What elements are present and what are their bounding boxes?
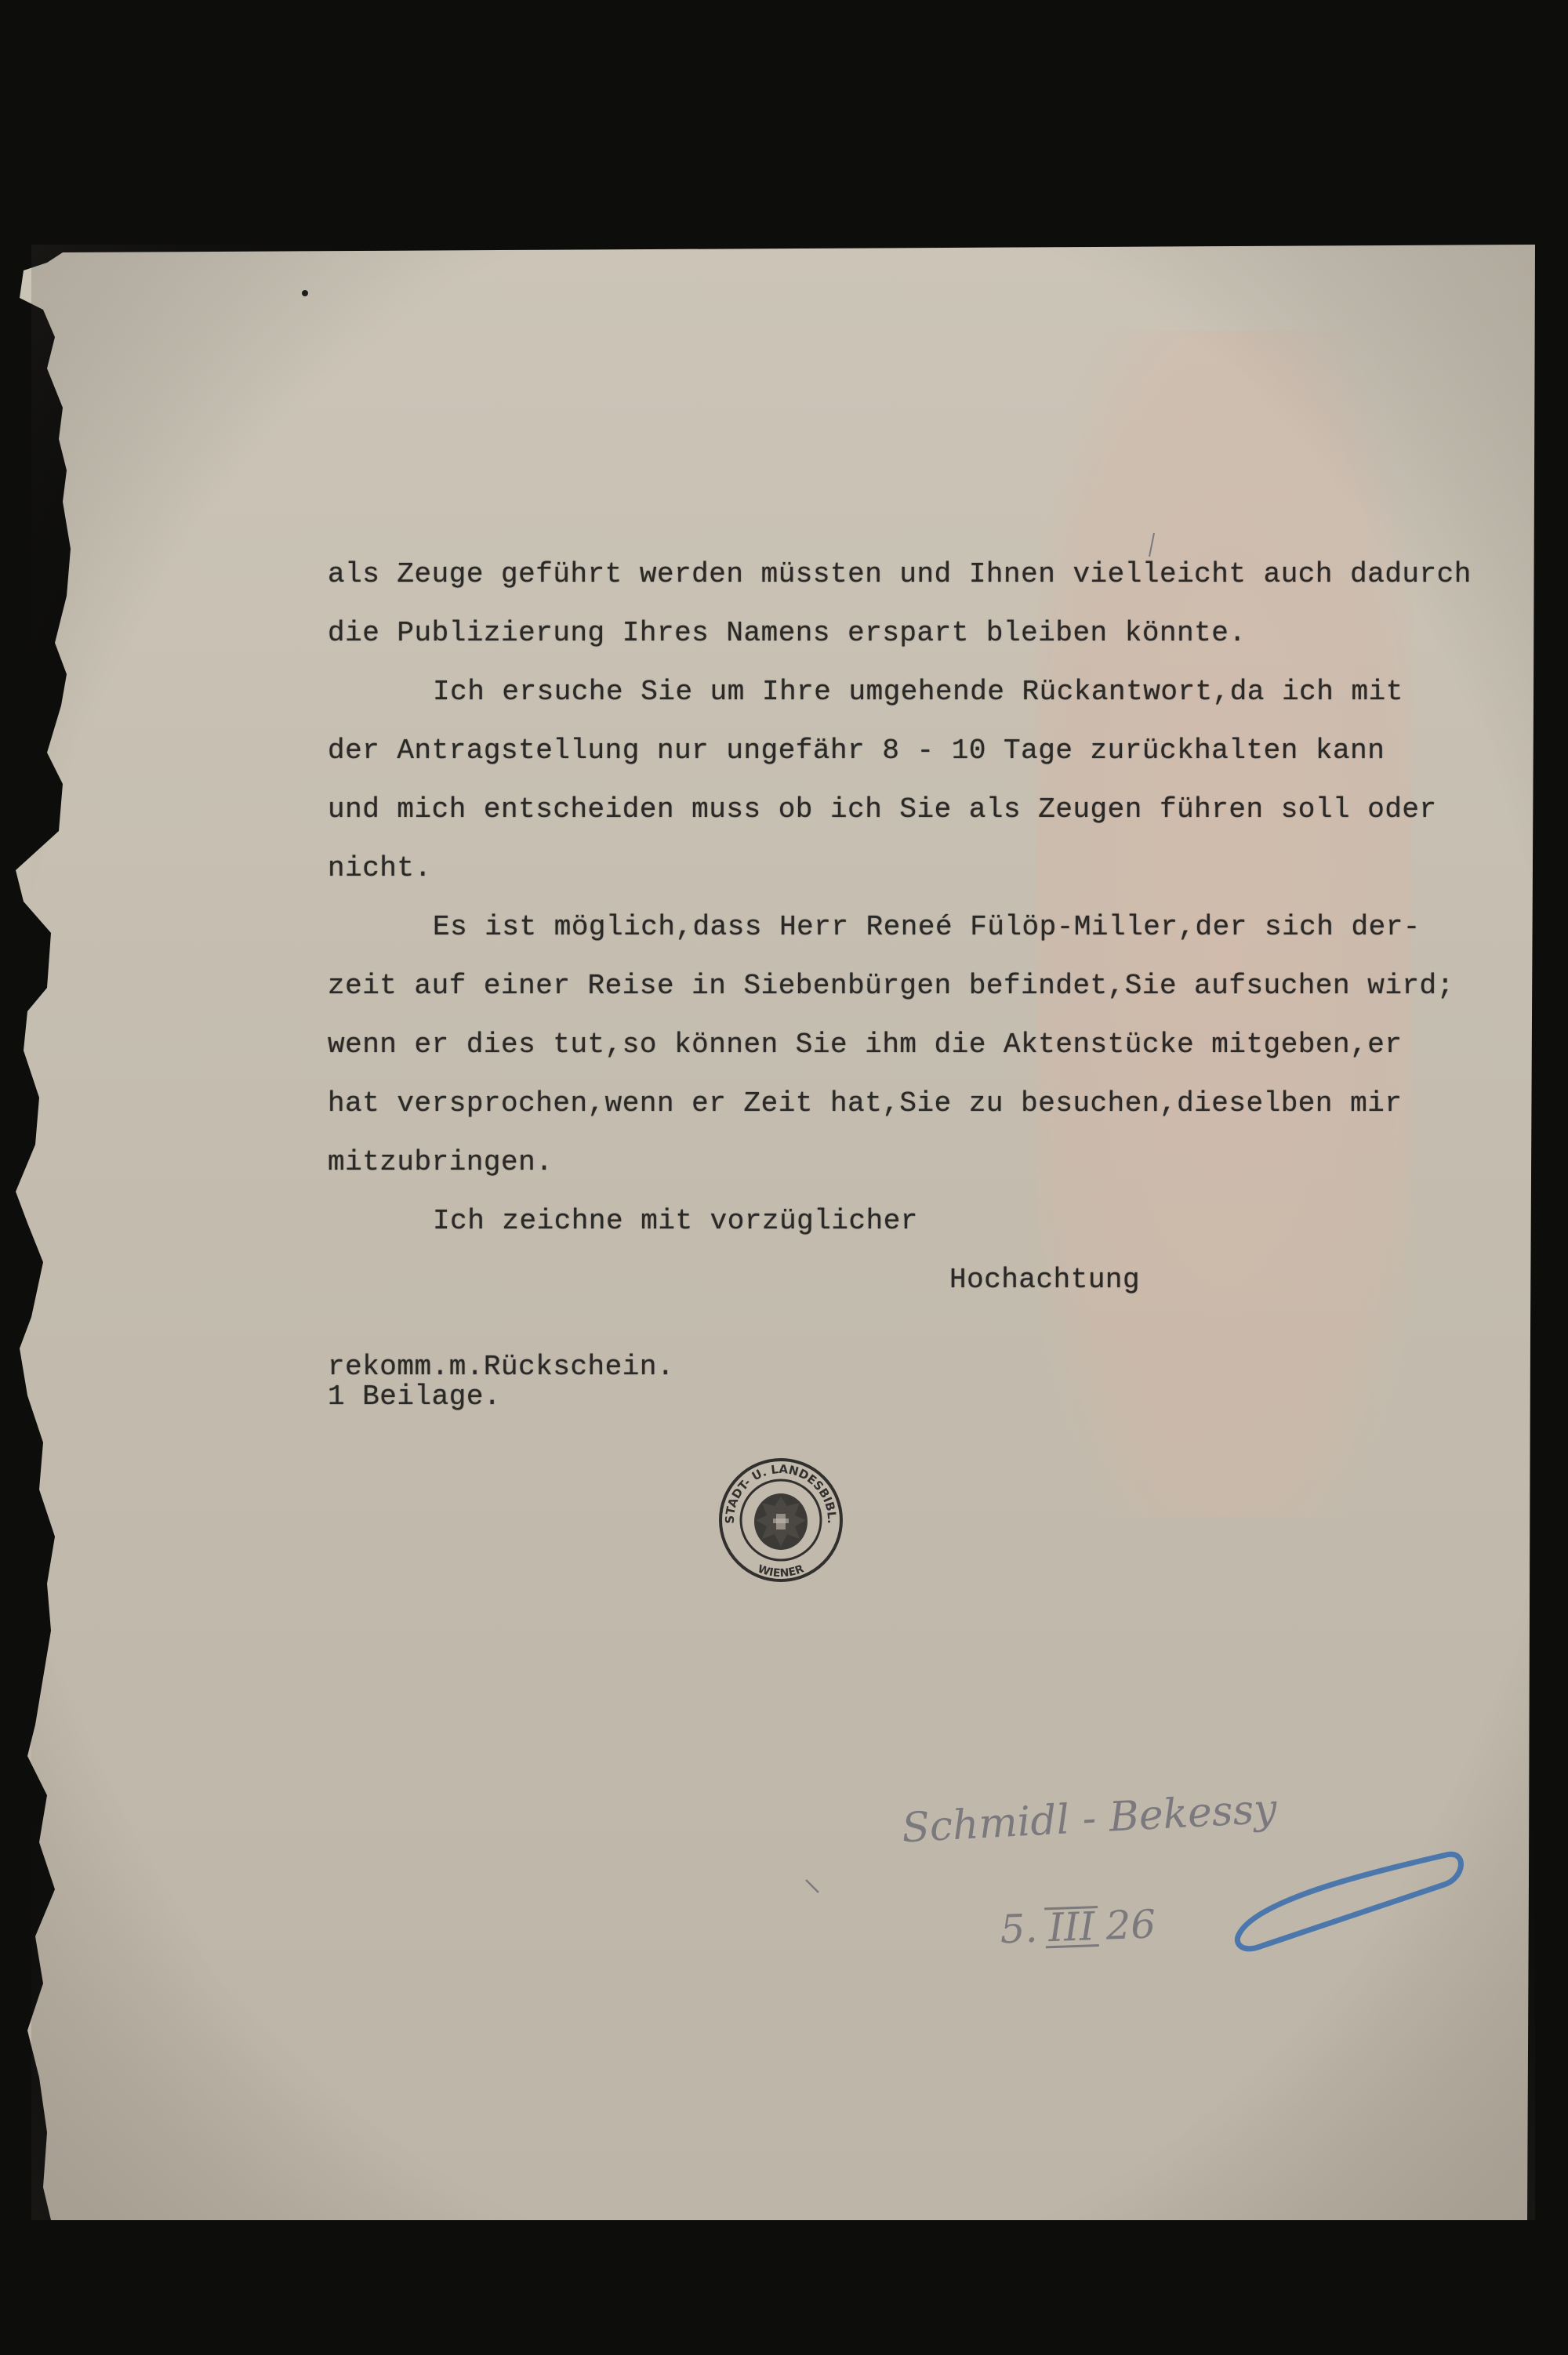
- letter-line: wenn er dies tut,so können Sie ihm die Aktenstücke mitgeben,er: [328, 1029, 1403, 1061]
- letter-line: nicht.: [328, 852, 432, 884]
- coat-of-arms-eagle-icon: [754, 1493, 808, 1550]
- handwritten-date-annotation: [948, 1856, 1158, 1999]
- closing-line: Ich zeichne mit vorzüglicher: [433, 1205, 918, 1237]
- handwritten-name-annotation: Schmidl - Bekessy: [900, 1785, 1278, 1852]
- letter-line: zeit auf einer Reise in Siebenbürgen befindet,Sie aufsuchen wird;: [328, 970, 1454, 1002]
- enclosure-note: 1 Beilage.: [328, 1381, 502, 1413]
- ink-dot: [302, 290, 308, 296]
- stamp-bottom-text: WIENER: [756, 1562, 806, 1580]
- enclosure-note: rekomm.m.Rückschein.: [328, 1351, 675, 1383]
- letter-line: der Antragstellung nur ungefähr 8 - 10 Tage zurückhalten kann: [328, 735, 1385, 767]
- library-stamp: [718, 1457, 844, 1583]
- letter-line: die Publizierung Ihres Namens erspart bleiben könnte.: [328, 617, 1247, 649]
- date-month-roman: III: [1044, 1906, 1098, 1948]
- letter-line: mitzubringen.: [328, 1146, 554, 1178]
- date-year: 26: [1105, 1901, 1157, 1949]
- closing-salutation: Hochachtung: [949, 1264, 1141, 1296]
- letter-line: als Zeuge geführt werden müssten und Ihnen vielleicht auch dadurch: [328, 558, 1472, 590]
- stamp-arc-text: STADT- U. LANDESBIBL.: [722, 1461, 840, 1525]
- letter-line: hat versprochen,wenn er Zeit hat,Sie zu besuchen,dieselben mir: [328, 1087, 1403, 1119]
- letter-line: Es ist möglich,dass Herr Reneé Fülöp-Miller,der sich der-: [433, 911, 1421, 943]
- letter-line: Ich ersuche Sie um Ihre umgehende Rückantwort,da ich mit: [433, 676, 1403, 708]
- date-day: 5.: [999, 1905, 1039, 1953]
- letter-line: und mich entscheiden muss ob ich Sie als Zeugen führen soll oder: [328, 793, 1437, 826]
